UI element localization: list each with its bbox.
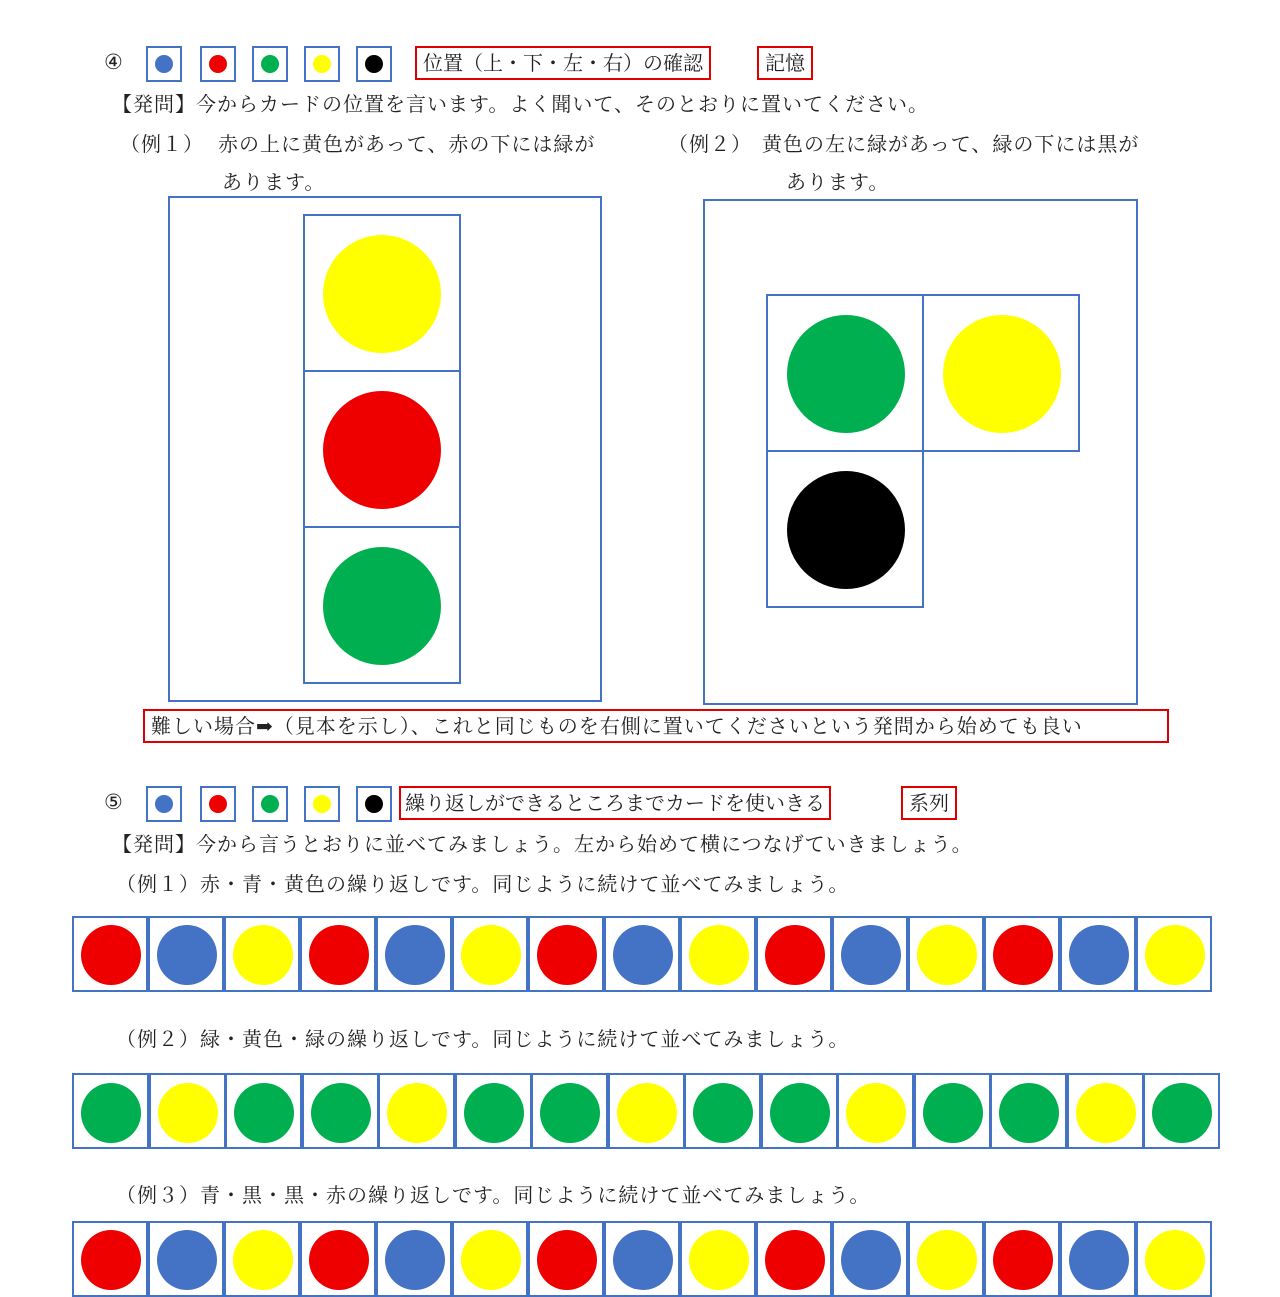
sequence-card	[1060, 1221, 1136, 1297]
sequence-circle-yellow	[233, 925, 293, 985]
sequence-card	[300, 916, 376, 992]
section4-number: ④	[104, 50, 123, 74]
sequence-card	[302, 1073, 379, 1149]
sequence-card	[378, 1073, 455, 1149]
example2-circle-top-right	[943, 315, 1061, 433]
sequence-card	[990, 1073, 1067, 1149]
sequence-card	[832, 1221, 908, 1297]
sequence-circle-red	[993, 1230, 1053, 1290]
sequence-card	[761, 1073, 838, 1149]
sequence-circle-yellow	[689, 1230, 749, 1290]
sequence-card	[984, 916, 1060, 992]
sequence-circle-red	[765, 925, 825, 985]
section5-example2: （例２）緑・黄色・緑の繰り返しです。同じように続けて並べてみましょう。	[116, 1027, 850, 1051]
section5-example3: （例３）青・黒・黒・赤の繰り返しです。同じように続けて並べてみましょう。	[116, 1183, 871, 1207]
example2-label: （例２）	[668, 132, 752, 156]
example1-card-top	[303, 214, 461, 372]
chip-dot	[155, 55, 173, 73]
sequence-card	[376, 1221, 452, 1297]
chip-dot	[209, 795, 227, 813]
chip-red	[200, 786, 236, 822]
sequence-circle-yellow	[1076, 1083, 1136, 1143]
section5-topic-tag: 繰り返しができるところまでカードを使いきる	[399, 786, 831, 820]
example1-text-line1: 赤の上に黄色があって、赤の下には緑が	[218, 132, 596, 156]
sequence-card	[984, 1221, 1060, 1297]
sequence-card	[908, 1221, 984, 1297]
sequence-circle-green	[999, 1083, 1059, 1143]
example2-text-line1: 黄色の左に緑があって、緑の下には黒が	[762, 132, 1140, 156]
sequence-card	[149, 1073, 226, 1149]
sequence-card	[300, 1221, 376, 1297]
section5-example1: （例１）赤・青・黄色の繰り返しです。同じように続けて並べてみましょう。	[116, 872, 850, 896]
sequence-circle-blue	[841, 1230, 901, 1290]
section5-instruction: 【発問】今から言うとおりに並べてみましょう。左から始めて横につなげていきましょう。	[112, 832, 973, 856]
sequence-card	[837, 1073, 914, 1149]
sequence-row-3	[72, 1221, 1212, 1297]
sequence-circle-blue	[841, 925, 901, 985]
sequence-card	[832, 916, 908, 992]
sequence-card	[148, 1221, 224, 1297]
sequence-circle-green	[693, 1083, 753, 1143]
sequence-circle-red	[537, 925, 597, 985]
sequence-circle-blue	[385, 925, 445, 985]
example1-card-middle	[303, 370, 461, 528]
sequence-card	[914, 1073, 991, 1149]
sequence-circle-blue	[1069, 1230, 1129, 1290]
sequence-card	[452, 916, 528, 992]
sequence-circle-red	[537, 1230, 597, 1290]
sequence-card	[608, 1073, 685, 1149]
chip-dot	[261, 795, 279, 813]
sequence-circle-yellow	[1145, 925, 1205, 985]
sequence-row-2	[72, 1073, 1218, 1149]
sequence-card	[756, 1221, 832, 1297]
sequence-circle-red	[765, 1230, 825, 1290]
chip-blue	[146, 46, 182, 82]
chip-dot	[155, 795, 173, 813]
example2-circle-bottom-left	[787, 471, 905, 589]
example2-card-top-left	[766, 294, 924, 452]
example1-text-line2: あります。	[222, 170, 326, 194]
chip-green	[252, 46, 288, 82]
sequence-card	[224, 1221, 300, 1297]
sequence-card	[604, 1221, 680, 1297]
sequence-card	[604, 916, 680, 992]
section4-instruction: 【発問】今からカードの位置を言います。よく聞いて、そのとおりに置いてください。	[112, 92, 929, 116]
sequence-card	[455, 1073, 532, 1149]
sequence-circle-red	[81, 925, 141, 985]
sequence-card	[680, 1221, 756, 1297]
sequence-circle-yellow	[617, 1083, 677, 1143]
sequence-circle-green	[234, 1083, 294, 1143]
example2-circle-top-left	[787, 315, 905, 433]
section5-category-tag: 系列	[901, 786, 957, 820]
section4-category-tag: 記憶	[757, 46, 813, 80]
sequence-circle-green	[770, 1083, 830, 1143]
sequence-card	[72, 1073, 149, 1149]
chip-dot	[365, 795, 383, 813]
sequence-card	[756, 916, 832, 992]
chip-red	[200, 46, 236, 82]
sequence-card	[684, 1073, 761, 1149]
sequence-circle-blue	[385, 1230, 445, 1290]
example1-label: （例１）	[120, 132, 204, 156]
sequence-circle-green	[1152, 1083, 1212, 1143]
sequence-card	[1143, 1073, 1220, 1149]
chip-blue	[146, 786, 182, 822]
chip-dot	[313, 55, 331, 73]
sequence-card	[452, 1221, 528, 1297]
sequence-row-1	[72, 916, 1212, 992]
sequence-card	[1136, 1221, 1212, 1297]
sequence-circle-green	[923, 1083, 983, 1143]
chip-dot	[365, 55, 383, 73]
example2-text-line2: あります。	[786, 170, 890, 194]
sequence-circle-green	[81, 1083, 141, 1143]
sequence-card	[148, 916, 224, 992]
example2-card-top-right	[922, 294, 1080, 452]
sequence-card	[1067, 1073, 1144, 1149]
sequence-card	[680, 916, 756, 992]
section5-number: ⑤	[104, 790, 123, 814]
chip-dot	[261, 55, 279, 73]
example1-card-bottom	[303, 526, 461, 684]
sequence-circle-red	[309, 925, 369, 985]
chip-black	[356, 786, 392, 822]
sequence-circle-green	[540, 1083, 600, 1143]
chip-dot	[313, 795, 331, 813]
sequence-circle-blue	[613, 925, 673, 985]
sequence-circle-blue	[1069, 925, 1129, 985]
section4-topic-tag: 位置（上・下・左・右）の確認	[415, 46, 711, 80]
sequence-circle-yellow	[846, 1083, 906, 1143]
sequence-circle-blue	[157, 925, 217, 985]
sequence-circle-red	[81, 1230, 141, 1290]
sequence-card	[531, 1073, 608, 1149]
sequence-circle-red	[309, 1230, 369, 1290]
sequence-circle-green	[464, 1083, 524, 1143]
example1-circle-bottom	[323, 547, 441, 665]
sequence-card	[528, 1221, 604, 1297]
sequence-card	[1060, 916, 1136, 992]
chip-yellow	[304, 786, 340, 822]
sequence-card	[1136, 916, 1212, 992]
sequence-circle-yellow	[689, 925, 749, 985]
sequence-circle-yellow	[461, 925, 521, 985]
sequence-circle-blue	[613, 1230, 673, 1290]
sequence-card	[224, 916, 300, 992]
sequence-card	[72, 1221, 148, 1297]
sequence-circle-yellow	[158, 1083, 218, 1143]
sequence-circle-yellow	[387, 1083, 447, 1143]
chip-yellow	[304, 46, 340, 82]
section4-note: 難しい場合➡（見本を示し）、これと同じものを右側に置いてくださいという発問から始めても良い	[143, 709, 1169, 743]
sequence-circle-yellow	[233, 1230, 293, 1290]
chip-dot	[209, 55, 227, 73]
example2-card-bottom-left	[766, 450, 924, 608]
example1-circle-middle	[323, 391, 441, 509]
sequence-circle-red	[993, 925, 1053, 985]
sequence-circle-yellow	[461, 1230, 521, 1290]
sequence-card	[72, 916, 148, 992]
sequence-circle-yellow	[917, 1230, 977, 1290]
sequence-card	[376, 916, 452, 992]
sequence-circle-yellow	[917, 925, 977, 985]
sequence-circle-yellow	[1145, 1230, 1205, 1290]
chip-black	[356, 46, 392, 82]
sequence-circle-green	[311, 1083, 371, 1143]
sequence-circle-blue	[157, 1230, 217, 1290]
chip-green	[252, 786, 288, 822]
sequence-card	[528, 916, 604, 992]
sequence-card	[908, 916, 984, 992]
example1-circle-top	[323, 235, 441, 353]
sequence-card	[225, 1073, 302, 1149]
